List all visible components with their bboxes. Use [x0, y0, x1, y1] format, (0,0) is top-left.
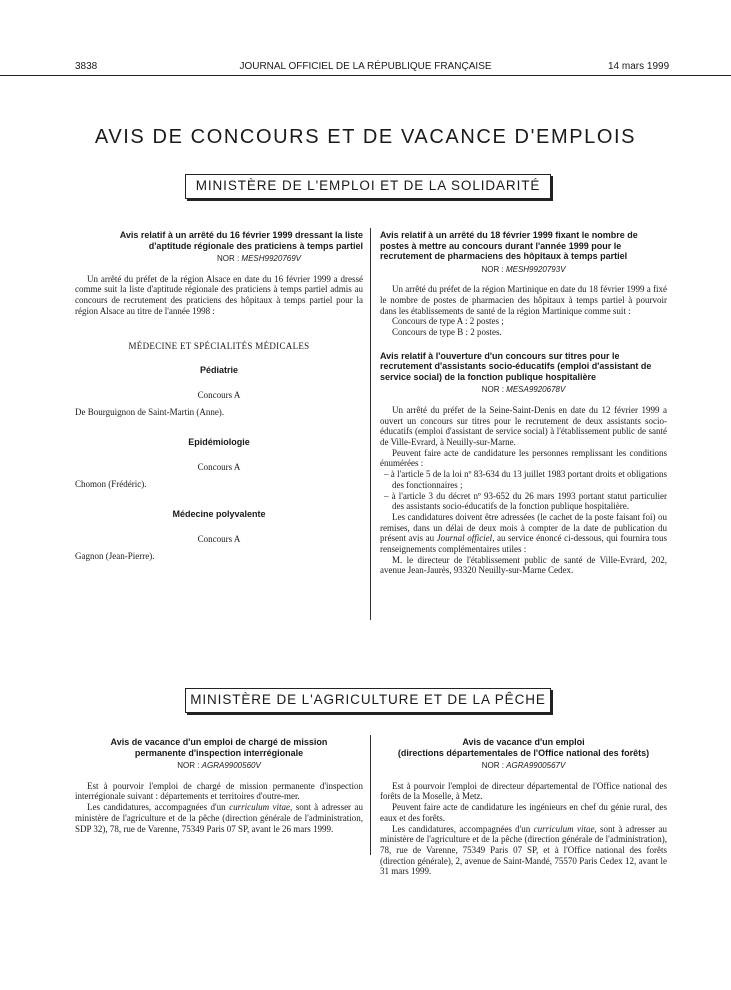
notice-title: Avis relatif à un arrêté du 18 février 1999 fixant le nombre de postes à mettre au concours durant l'année 1999 pour le recrutement de pharmaciens des hôpitaux à temps partiel — [380, 230, 638, 261]
nor-label: NOR : — [177, 761, 200, 770]
column-divider-1 — [370, 228, 371, 620]
notice-paragraph: Peuvent faire acte de candidature les ingénieurs en chef du génie rural, des eaux et des forêts. — [380, 802, 667, 823]
nor-code: MESA9920678V — [506, 385, 566, 395]
nor-label: NOR : — [216, 254, 240, 263]
notice-paragraph — [380, 512, 667, 555]
notice-subtitle: (directions départementales de l'Office national des forêts) — [397, 747, 650, 758]
nor-reference — [75, 761, 363, 772]
header-rule — [0, 75, 731, 76]
text-segment: , au service énoncé ci-dessous, qui fournira tous renseignements complémentaires utiles : — [380, 533, 667, 555]
notice-paragraph: Est à pourvoir l'emploi de directeur départemental de l'Office national des forêts de la Moselle, à Metz. — [380, 780, 667, 802]
column-divider-2 — [370, 735, 371, 855]
journal-reference: Journal officiel — [436, 533, 493, 544]
text-segment: Les candidatures, accompagnées d'un — [392, 823, 534, 834]
page-number: 3838 — [75, 61, 98, 72]
group-heading: Pédiatrie — [199, 365, 239, 376]
laureate-name: De Bourguignon de Saint-Martin (Anne). — [75, 406, 225, 417]
post-count-b: Concours de type B : 2 postes. — [392, 327, 502, 338]
notice-paragraph — [380, 824, 667, 878]
ministry-agriculture-box — [185, 688, 551, 713]
notice-title: Avis relatif à l'ouverture d'un concours sur titres pour le recrutement d'assistants socio-éducatifs (emploi d'assistant de service social) de la fonction publique hospitalière — [380, 350, 652, 382]
nor-code: MESH9920769V — [241, 254, 301, 263]
condition-item: – à l'article 5 de la loi nº 83-634 du 13 juillet 1983 portant droits et obligations des fonctionnaires ; — [384, 469, 667, 490]
specialty-heading: MÉDECINE ET SPÉCIALITÉS MÉDICALES — [128, 340, 310, 351]
laureate-name: Gagnon (Jean-Pierre). — [75, 550, 155, 561]
condition-item: – à l'article 3 du décret nº 93-652 du 26 mars 1993 portant statut particulier des assistants socio-éducatifs de la fonction publique hospitalière. — [384, 490, 667, 512]
notice-paragraph: Est à pourvoir l'emploi de chargé de mission permanente d'inspection interrégionale suivant : départements et territoires d'outre-mer. — [75, 780, 363, 802]
text-segment: Les candidatures doivent être adressées (le cachet de la poste faisant foi) ou remises, dans un délai de deux mois à compter de la date de publication du présent avis au — [380, 511, 667, 544]
concours-label: Concours A — [197, 534, 241, 545]
notice-paragraph: Un arrêté du préfet de la Seine-Saint-Denis en date du 12 février 1999 a ouvert un concours sur titres pour le recrutement de deux assistants socio-éducatifs (emploi d'assistant de service social) à l'établissement public de santé de Ville-Evrard, à Neuilly-sur-Marne. — [380, 404, 667, 448]
cv-term: curriculum vitae — [229, 802, 291, 813]
section2-right-column — [380, 737, 667, 877]
concours-label: Concours A — [197, 389, 241, 400]
text-segment: , sont à adresser au ministère de l'agriculture et de la pêche (direction générale de l'administration), 78, rue de Varenne, 75349 Paris 07 SP, et à l'Office national des forêts (direction générale), 2, avenue de Saint-Mandé, 75570 Paris Cedex 12, avant le 31 mars 1999. — [380, 823, 667, 877]
ministry-agriculture-title: MINISTÈRE DE L'AGRICULTURE ET DE LA PÊCHE — [190, 692, 546, 707]
issue-date: 14 mars 1999 — [608, 61, 670, 72]
notice-address: M. le directeur de l'établissement public de santé de Ville-Evrard, 202, avenue Jean-Jaurès, 93320 Neuilly-sur-Marne Cedex. — [380, 554, 667, 576]
concours-label: Concours A — [197, 462, 241, 473]
laureate-name: Chomon (Frédéric). — [75, 478, 147, 489]
nor-code: AGRA9900560V — [201, 761, 261, 770]
section1-left-column — [75, 230, 363, 562]
group-heading: Médecine polyvalente — [172, 509, 266, 520]
cv-term: curriculum vitae — [533, 823, 595, 834]
notice-paragraph: Peuvent faire acte de candidature les personnes remplissant les conditions énumérées : — [380, 447, 667, 469]
section1-right-column — [380, 230, 667, 576]
post-count-a: Concours de type A : 2 postes ; — [392, 316, 504, 327]
notice-title: Avis de vacance d'un emploi de chargé de mission permanente d'inspection interrégionale — [110, 737, 328, 758]
nor-label: NOR : — [481, 385, 504, 395]
nor-reference — [380, 385, 667, 396]
journal-title: JOURNAL OFFICIEL DE LA RÉPUBLIQUE FRANÇAISE — [239, 61, 492, 72]
notice-body: Un arrêté du préfet de la région Martinique en date du 18 février 1999 a fixé le nombre de postes de pharmacien des hôpitaux à temps partiel à pourvoir dans les établissements de santé de la région Martinique comme suit : — [380, 284, 667, 316]
section2-left-column — [75, 737, 363, 834]
main-title: AVIS DE CONCOURS ET DE VACANCE D'EMPLOIS — [94, 126, 637, 148]
nor-code: MESH9920793V — [505, 264, 566, 274]
nor-reference — [380, 265, 667, 276]
nor-label: NOR : — [481, 264, 504, 274]
nor-code: AGRA9900567V — [506, 761, 566, 770]
nor-label: NOR : — [481, 761, 504, 770]
notice-paragraph — [75, 802, 363, 834]
notice-title: Avis relatif à un arrêté du 16 février 1999 dressant la liste d'aptitude régionale des praticiens à temps partiel — [119, 230, 363, 251]
text-segment: Les candidatures, accompagnées d'un — [87, 802, 230, 813]
text-segment: , sont à adresser au ministère de l'agriculture et de la pêche (direction générale de l'administration, SDP 32), 78, rue de Varenne, 75349 Paris 07 SP, avant le 26 mars 1999. — [75, 802, 363, 834]
nor-reference — [380, 761, 667, 772]
nor-reference — [75, 254, 363, 265]
ministry-emploi-box — [185, 174, 551, 199]
ministry-emploi-title: MINISTÈRE DE L'EMPLOI ET DE LA SOLIDARITÉ — [195, 178, 541, 193]
group-heading: Epidémiologie — [188, 437, 250, 448]
notice-title: Avis de vacance d'un emploi — [462, 737, 585, 747]
notice-body: Un arrêté du préfet de la région Alsace en date du 16 février 1999 a dressé comme suit la liste d'aptitude régionale des praticiens à temps partiel admis au concours de recrutement des praticiens des hôpitaux à temps partiel pour la région Alsace au titre de l'année 1998 : — [75, 273, 363, 316]
